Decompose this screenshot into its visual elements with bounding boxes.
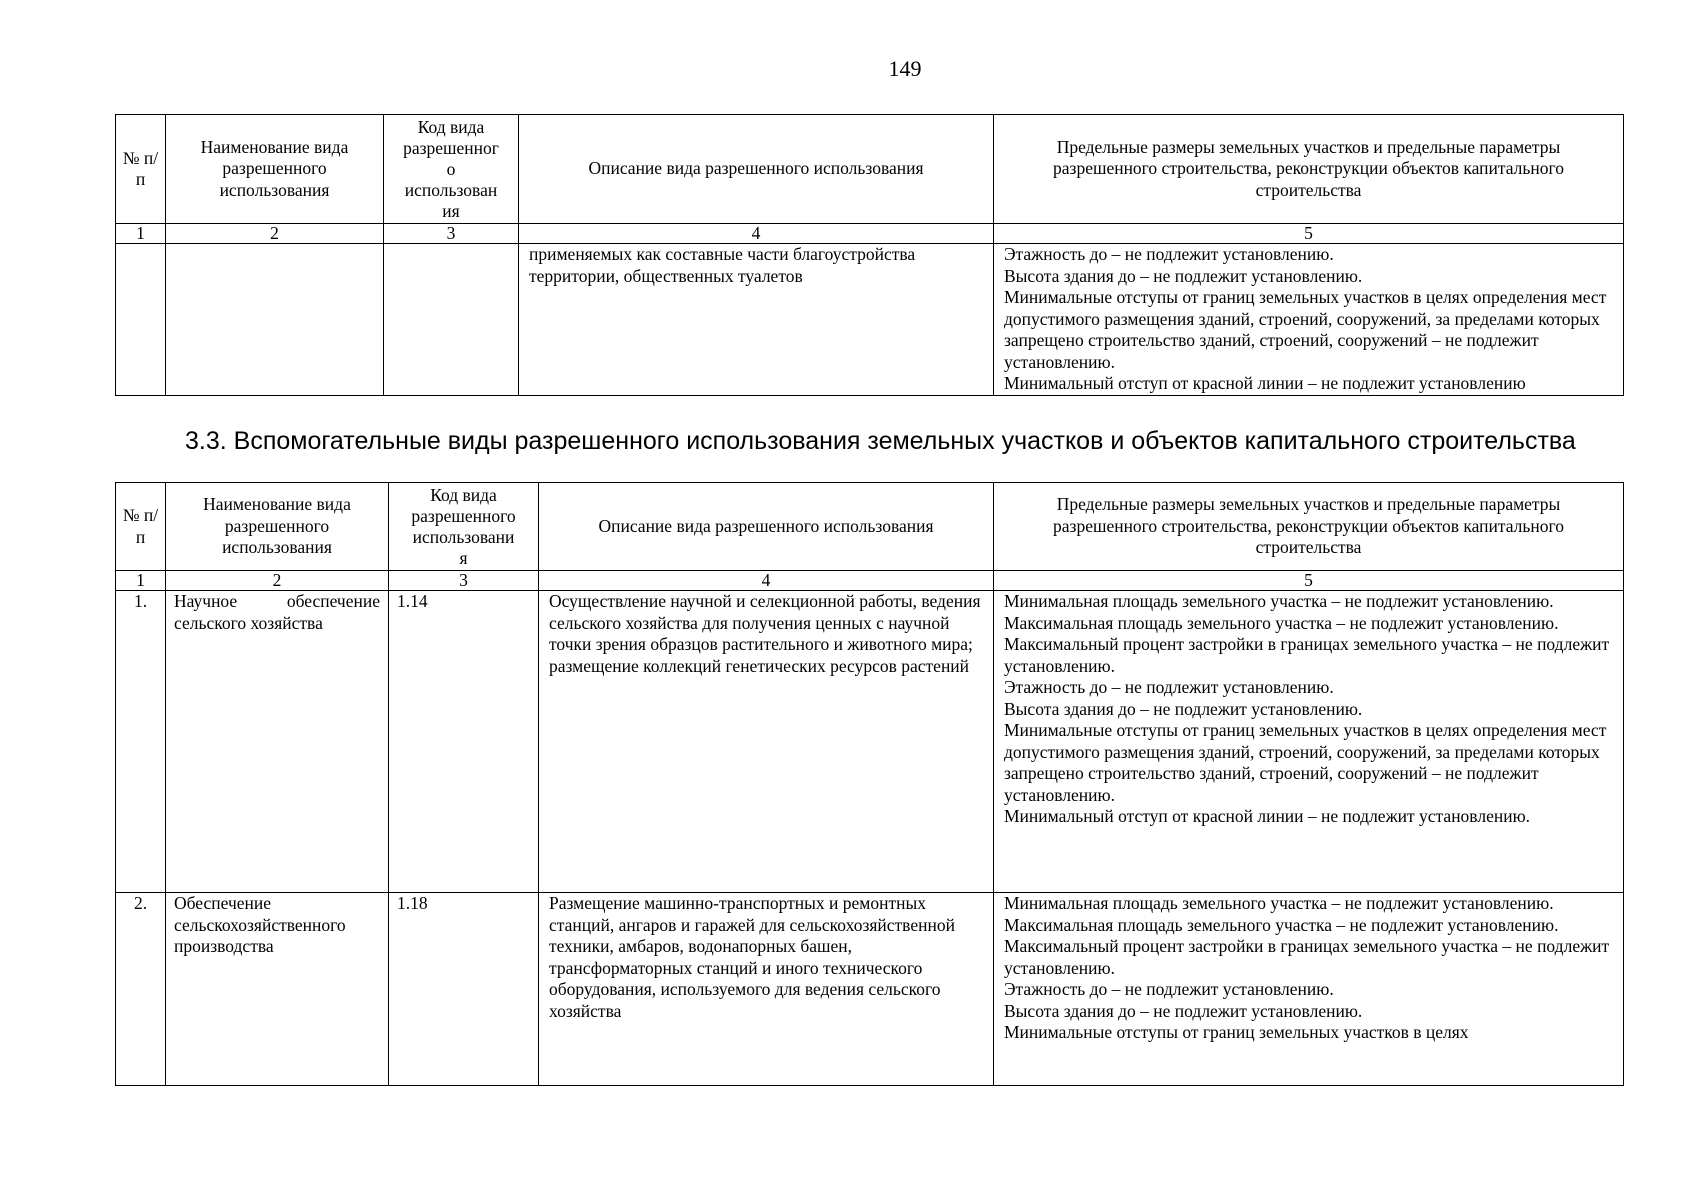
limit-line: Высота здания до – не подлежит установлению. bbox=[1004, 1000, 1363, 1021]
limit-line: Этажность до – не подлежит установлению. bbox=[1004, 244, 1334, 264]
cell-limits bbox=[994, 244, 1624, 396]
header-description: Описание вида разрешенного использования bbox=[539, 483, 994, 571]
header-description: Описание вида разрешенного использования bbox=[519, 115, 994, 224]
table-header-row bbox=[116, 483, 1624, 571]
limit-line: Минимальный отступ от красной линии – не подлежит установлению bbox=[1004, 373, 1526, 393]
table-header-row bbox=[116, 115, 1624, 224]
page-number: 149 bbox=[888, 56, 922, 81]
column-number: 5 bbox=[994, 571, 1624, 591]
cell-num bbox=[116, 244, 166, 396]
header-name: Наименование вида разрешенного использования bbox=[166, 483, 389, 571]
table-row bbox=[116, 591, 1624, 893]
header-code: Код вида разрешенного использовани я bbox=[389, 483, 539, 571]
cell-description: Размещение машинно-транспортных и ремонтных станций, ангаров и гаражей для сельскохозяйственной техники, амбаров, водонапорных башен, трансформаторных станций и иного технического оборудования, используемого для ведения сельского хозяйства bbox=[539, 893, 994, 1086]
cell-code bbox=[384, 244, 519, 396]
limit-line: Минимальные отступы от границ земельных участков в целях определения мест допустимого размещения зданий, строений, сооружений, за пределами которых запрещено строительство зданий, строений, сооружений – не подлежит установлению. bbox=[1004, 287, 1607, 372]
limit-line: Максимальная площадь земельного участка – не подлежит установлению. bbox=[1004, 914, 1559, 935]
header-limits: Предельные размеры земельных участков и предельные параметры разрешенного строительства, реконструкции объектов капитального строительства bbox=[994, 115, 1624, 224]
limit-line: Максимальный процент застройки в границах земельного участка – не подлежит установлению. bbox=[1004, 634, 1610, 676]
section-heading: 3.3. Вспомогательные виды разрешенного использования земельных участков и объектов капитального строительства bbox=[185, 427, 1576, 455]
header-limits: Предельные размеры земельных участков и предельные параметры разрешенного строительства, реконструкции объектов капитального строительства bbox=[994, 483, 1624, 571]
column-number: 4 bbox=[539, 571, 994, 591]
cell-name: Обеспечение сельскохозяйственного производства bbox=[166, 893, 389, 1086]
column-number: 3 bbox=[384, 224, 519, 244]
limit-line: Этажность до – не подлежит установлению. bbox=[1004, 677, 1334, 697]
cell-description: Осуществление научной и селекционной работы, ведения сельского хозяйства для получения ценных с научной точки зрения образцов растительного и животного мира; размещение коллекций генетических ресурсов растений bbox=[539, 591, 994, 893]
limit-line: Этажность до – не подлежит установлению. bbox=[1004, 979, 1334, 999]
column-number-row bbox=[116, 571, 1624, 591]
column-number: 5 bbox=[994, 224, 1624, 244]
limit-line: Минимальная площадь земельного участка – не подлежит установлению. bbox=[1004, 591, 1554, 611]
column-number: 1 bbox=[116, 571, 166, 591]
cell-name: Научное обеспечение сельского хозяйства bbox=[166, 591, 389, 893]
cell-num: 1. bbox=[116, 591, 166, 893]
cell-code: 1.14 bbox=[389, 591, 539, 893]
cell-num: 2. bbox=[116, 893, 166, 1086]
limit-line: Высота здания до – не подлежит установлению. bbox=[1004, 698, 1363, 719]
header-num: № п/п bbox=[116, 483, 166, 571]
limit-line: Высота здания до – не подлежит установлению. bbox=[1004, 265, 1363, 286]
cell-name bbox=[166, 244, 384, 396]
table-auxiliary-uses bbox=[115, 482, 1624, 1086]
column-number: 4 bbox=[519, 224, 994, 244]
limit-line: Минимальные отступы от границ земельных участков в целях bbox=[1004, 1022, 1469, 1042]
cell-description: применяемых как составные части благоустройства территории, общественных туалетов bbox=[519, 244, 994, 396]
cell-limits bbox=[994, 591, 1624, 893]
header-num: № п/п bbox=[116, 115, 166, 224]
table-main-uses-continuation bbox=[115, 114, 1624, 396]
limit-line: Минимальные отступы от границ земельных участков в целях определения мест допустимого размещения зданий, строений, сооружений, за пределами которых запрещено строительство зданий, строений, сооружений – не подлежит установлению. bbox=[1004, 720, 1607, 805]
cell-code: 1.18 bbox=[389, 893, 539, 1086]
table-row bbox=[116, 244, 1624, 396]
limit-line: Минимальный отступ от красной линии – не подлежит установлению. bbox=[1004, 806, 1531, 826]
column-number: 2 bbox=[166, 571, 389, 591]
limit-line: Минимальная площадь земельного участка – не подлежит установлению. bbox=[1004, 893, 1554, 913]
column-number: 2 bbox=[166, 224, 384, 244]
column-number: 3 bbox=[389, 571, 539, 591]
limit-line: Максимальная площадь земельного участка – не подлежит установлению. bbox=[1004, 612, 1559, 633]
column-number: 1 bbox=[116, 224, 166, 244]
table-row bbox=[116, 893, 1624, 1086]
cell-limits bbox=[994, 893, 1624, 1086]
limit-line: Максимальный процент застройки в границах земельного участка – не подлежит установлению. bbox=[1004, 936, 1610, 978]
header-code: Код вида разрешенног о использован ия bbox=[384, 115, 519, 224]
header-name: Наименование вида разрешенного использования bbox=[166, 115, 384, 224]
column-number-row bbox=[116, 224, 1624, 244]
